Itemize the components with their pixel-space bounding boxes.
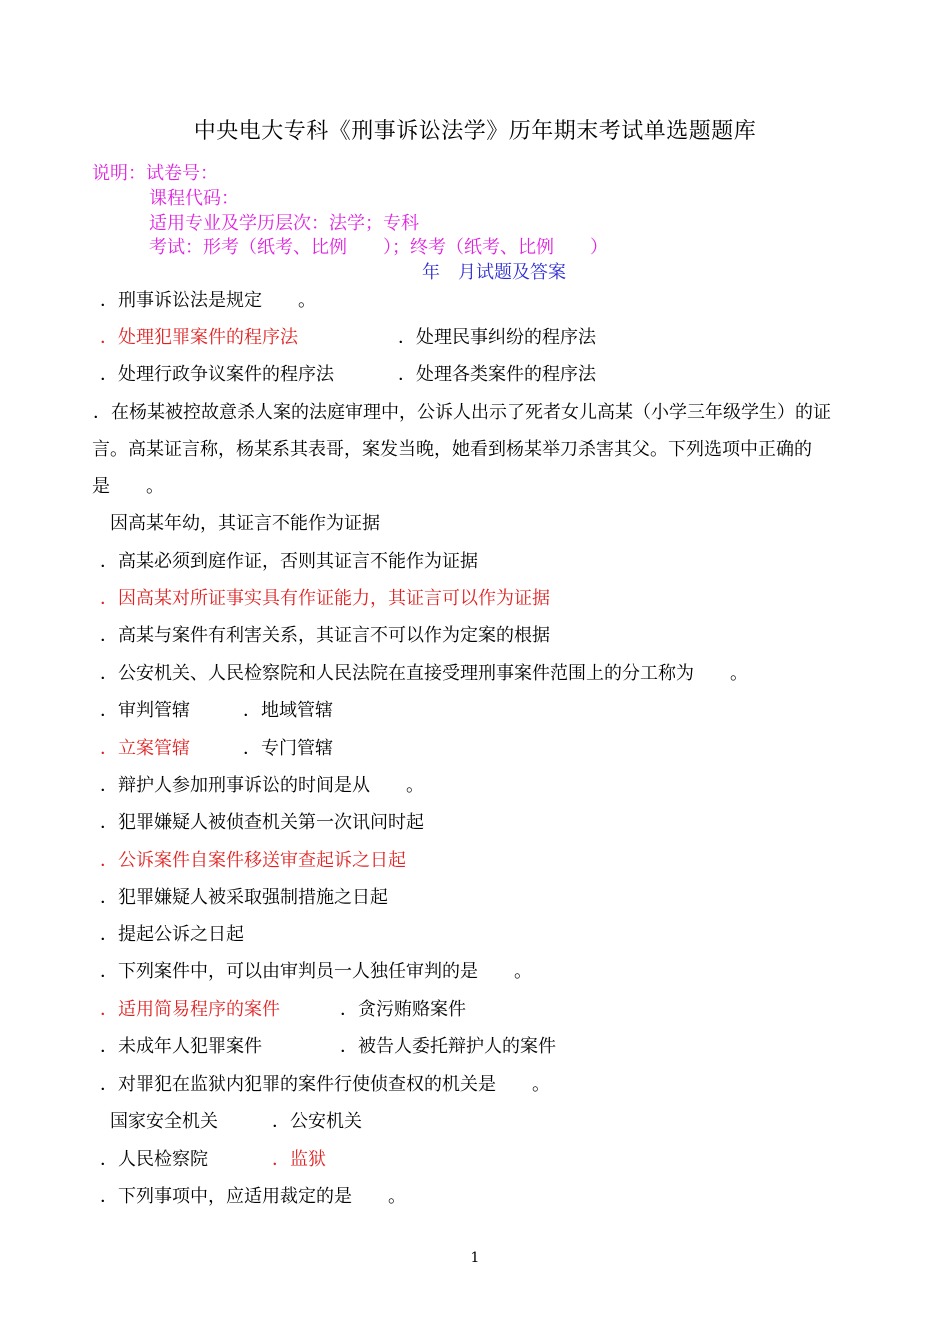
q2-option-b: ．高某必须到庭作证，否则其证言不能作为证据 [100,551,478,572]
q1-option-b: ．处理民事纠纷的程序法 [398,327,596,348]
q5-option-d: ．被告人委托辩护人的案件 [340,1036,556,1057]
note-course-code: 课程代码： [149,188,239,209]
note-label: 说明：试卷号： [92,163,218,184]
q6-option-a: 国家安全机关 [110,1111,218,1132]
q4-option-c: ．犯罪嫌疑人被采取强制措施之日起 [100,887,388,908]
q4-option-b-answer: ．公诉案件自案件移送审查起诉之日起 [100,850,406,871]
q1-stem: ．刑事诉讼法是规定 。 [100,290,316,311]
q3-option-d: ．专门管辖 [243,738,333,759]
q3-option-c-answer: ．立案管辖 [100,738,190,759]
q6-stem: ．对罪犯在监狱内犯罪的案件行使侦查权的机关是 。 [100,1074,550,1095]
q4-option-a: ．犯罪嫌疑人被侦查机关第一次讯问时起 [100,812,424,833]
q2-option-a: 因高某年幼，其证言不能作为证据 [110,513,380,534]
q2-option-d: ．高某与案件有利害关系，其证言不可以作为定案的根据 [100,625,550,646]
q2-stem: ．在杨某被控故意杀人案的法庭审理中，公诉人出示了死者女儿高某（小学三年级学生）的证言。高某证言称，杨某系其表哥，案发当晚，她看到杨某举刀杀害其父。下列选项中正确的是 。 [92,402,831,497]
q4-stem: ．辩护人参加刑事诉讼的时间是从 。 [100,775,424,796]
q5-stem: ．下列案件中，可以由审判员一人独任审判的是 。 [100,961,532,982]
q6-option-c: ．人民检察院 [100,1149,208,1170]
q1-option-a-answer: ．处理犯罪案件的程序法 [100,327,298,348]
document-title: 中央电大专科《刑事诉讼法学》历年期末考试单选题题库 [193,119,757,144]
q5-option-c: ．未成年人犯罪案件 [100,1036,262,1057]
q5-option-b: ．贪污贿赂案件 [340,999,466,1020]
q7-stem: ．下列事项中，应适用裁定的是 。 [100,1186,406,1207]
exam-date: 年 月试题及答案 [422,262,566,283]
q3-stem: ．公安机关、人民检察院和人民法院在直接受理刑事案件范围上的分工称为 。 [100,663,748,684]
q6-option-d-answer: ．监狱 [272,1149,326,1170]
note-exam: 考试：形考（纸考、比例 ）；终考（纸考、比例 ） [149,237,608,258]
q1-option-c: ．处理行政争议案件的程序法 [100,364,334,385]
q1-option-d: ．处理各类案件的程序法 [398,364,596,385]
q2-option-c-answer: ．因高某对所证事实具有作证能力，其证言可以作为证据 [100,588,550,609]
q3-option-a: ．审判管辖 [100,700,190,721]
q5-option-a-answer: ．适用简易程序的案件 [100,999,280,1020]
page-number: 1 [470,1250,480,1266]
q4-option-d: ．提起公诉之日起 [100,924,244,945]
q6-option-b: ．公安机关 [272,1111,362,1132]
q3-option-b: ．地域管辖 [243,700,333,721]
note-major: 适用专业及学历层次：法学；专科 [149,213,419,234]
